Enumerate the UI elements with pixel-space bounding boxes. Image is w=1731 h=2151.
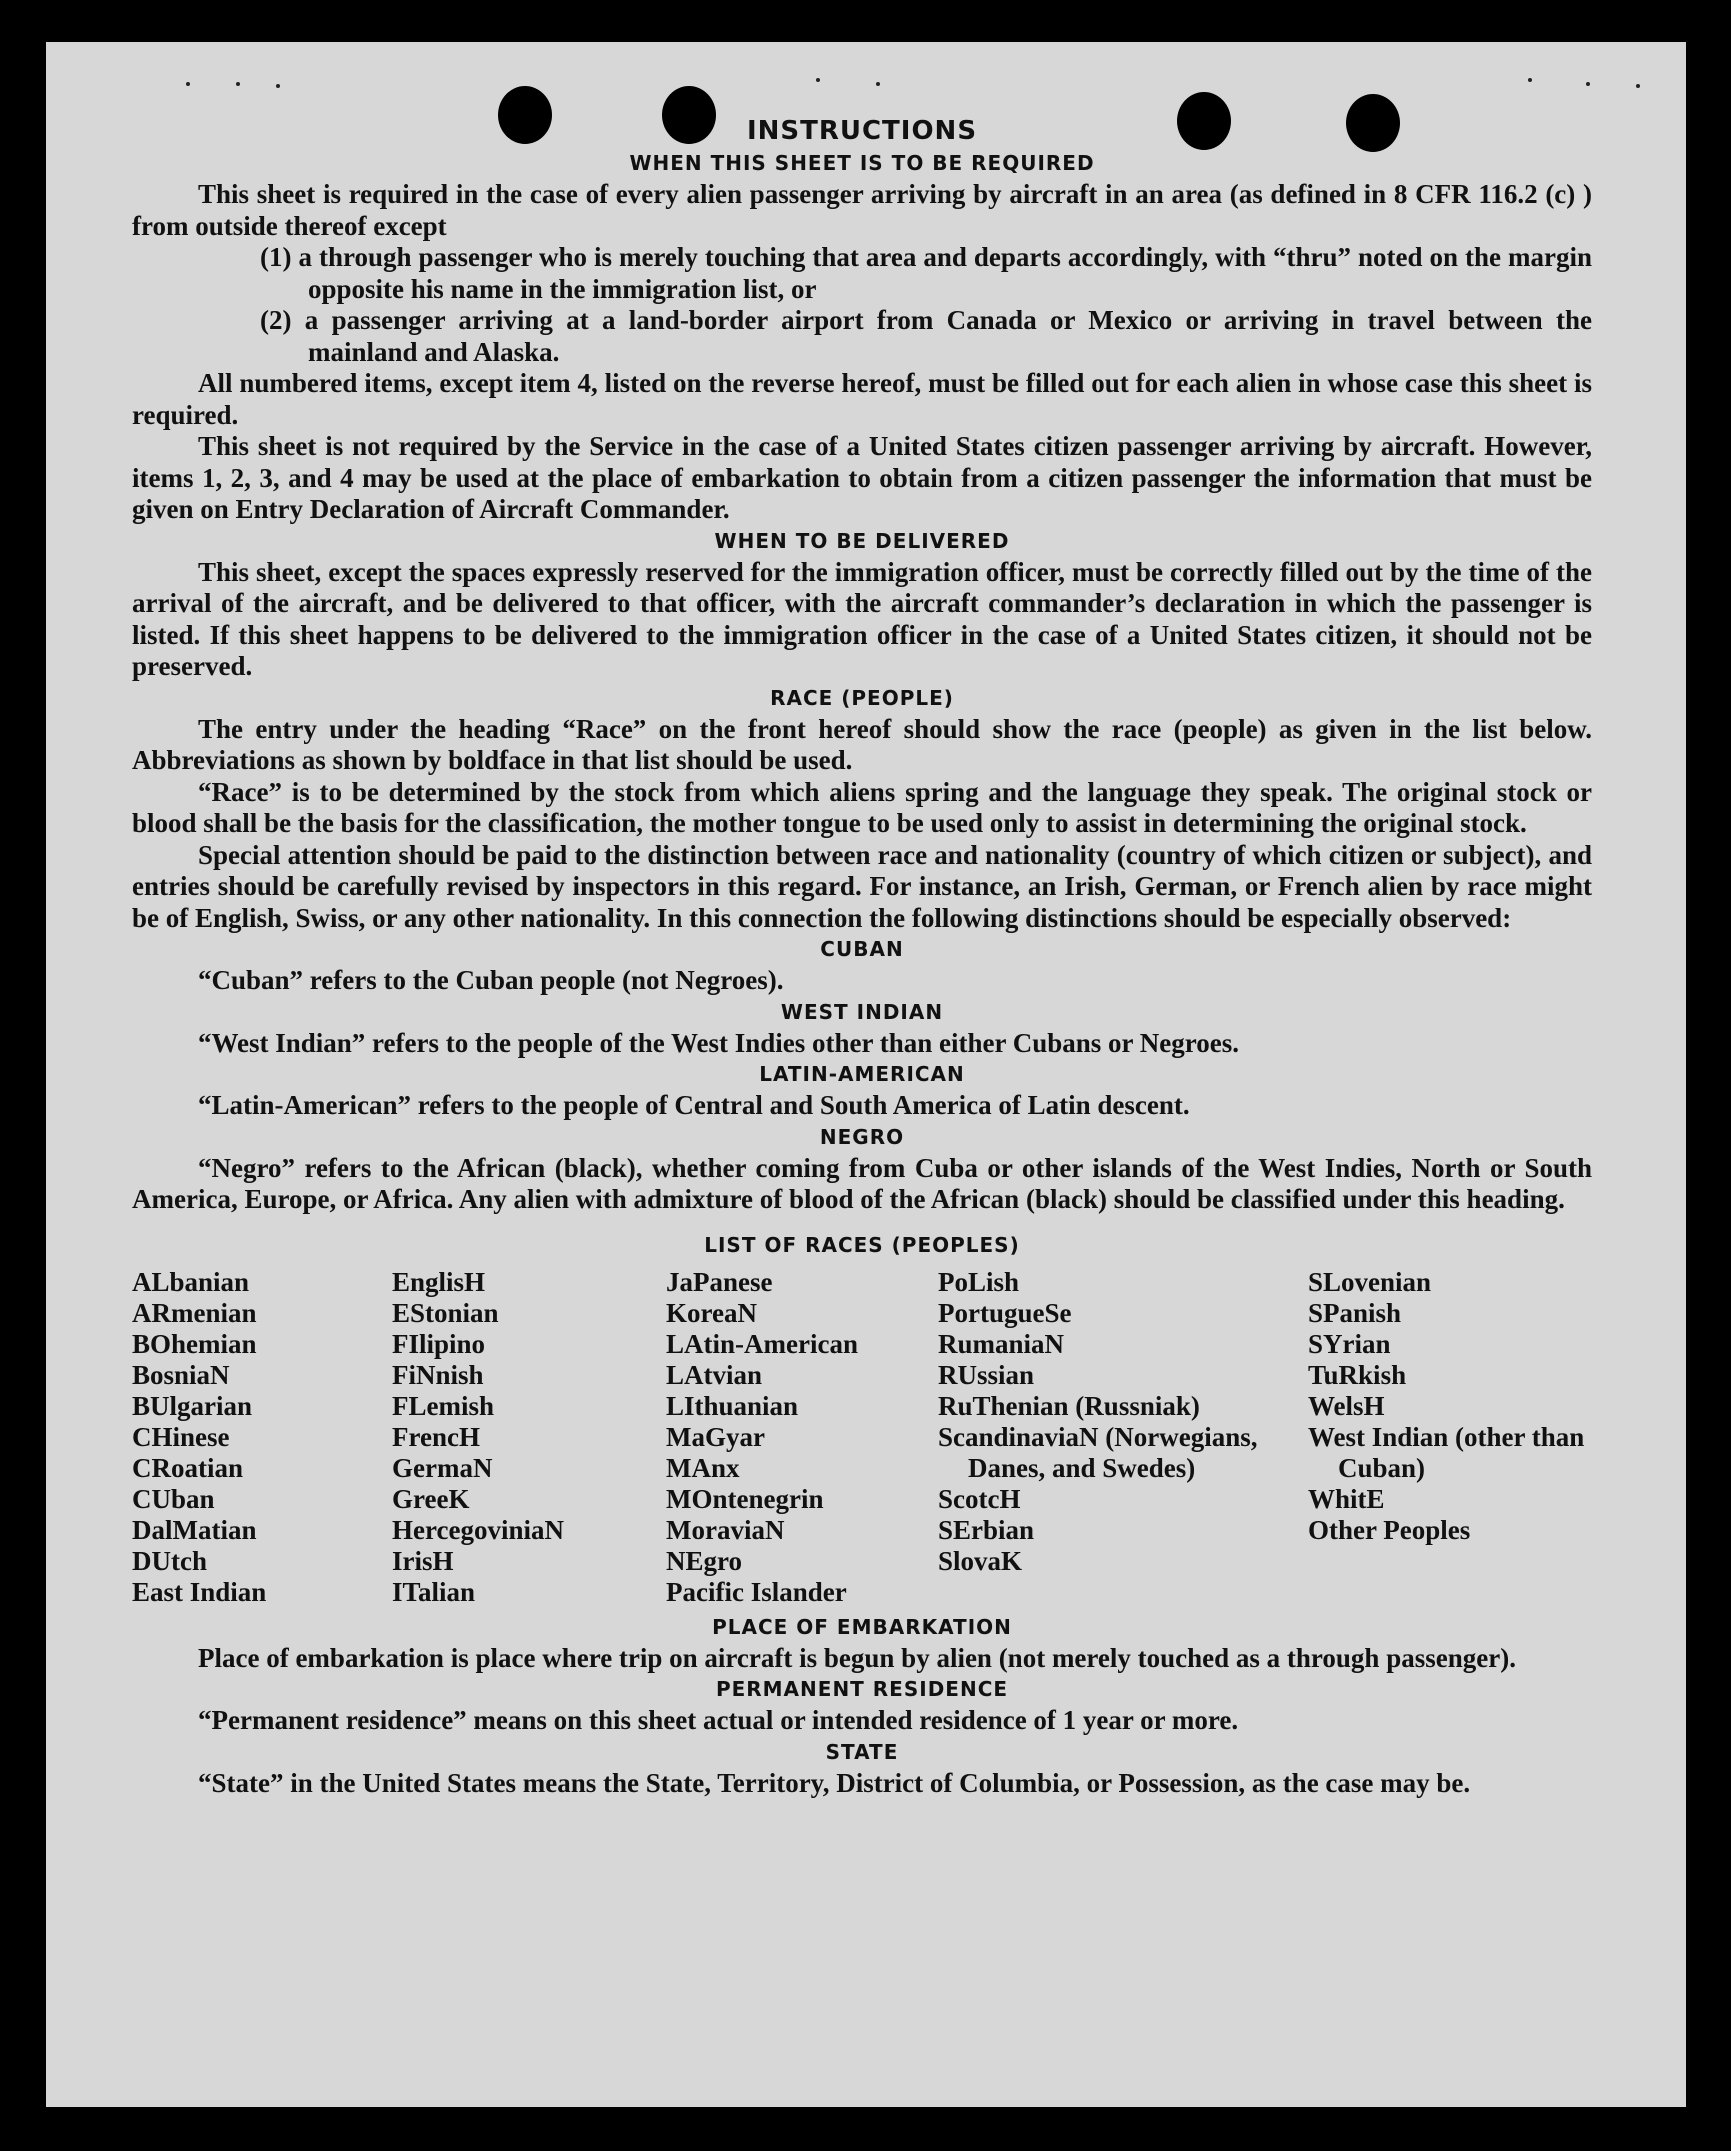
race-entry: FLemish — [392, 1390, 495, 1421]
section-heading-negro: NEGRO — [819, 1124, 905, 1149]
race-entry: ScandinaviaN (Norwegians, Danes, and Swedes) — [938, 1421, 1258, 1483]
race-column — [132, 1267, 392, 1608]
race-entry: BUlgarian — [132, 1390, 253, 1421]
race-entry: MaGyar — [666, 1421, 765, 1452]
race-entry: EStonian — [392, 1297, 499, 1328]
paragraph: This sheet, except the spaces expressly reserved for the immigration officer, must be correctly filled out by the time of the arrival of the aircraft, and be delivered to that officer, with the aircraft commander’s declaration in which the passenger is listed. If this sheet happens to be delivered to the immigration officer in the case of a United States citizen, it should not be preserved. — [132, 556, 1592, 681]
race-entry: BosniaN — [132, 1359, 230, 1390]
race-entry: SPanish — [1308, 1297, 1402, 1328]
section-heading-race: RACE (PEOPLE) — [770, 685, 954, 710]
speck — [1586, 82, 1590, 86]
race-entry: WhitE — [1308, 1483, 1385, 1514]
paragraph: “West Indian” refers to the people of the West Indies other than either Cubans or Negroes. — [198, 1027, 1240, 1058]
section-heading-latin-american: LATIN-AMERICAN — [759, 1062, 965, 1086]
race-entry: PortugueSe — [938, 1297, 1072, 1328]
section-heading-embarkation: PLACE OF EMBARKATION — [712, 1614, 1012, 1639]
race-entry: MOntenegrin — [666, 1483, 824, 1514]
race-entry: CUban — [132, 1483, 215, 1514]
race-entry: SLovenian — [1308, 1266, 1432, 1297]
race-entry: RUssian — [938, 1359, 1035, 1390]
race-entry: FrencH — [392, 1421, 480, 1452]
speck — [1528, 78, 1532, 82]
paragraph: “Latin-American” refers to the people of Central and South America of Latin descent. — [198, 1090, 1190, 1120]
race-entry: RuThenian (Russniak) — [938, 1390, 1200, 1421]
race-entry: SYrian — [1308, 1328, 1391, 1359]
race-entry: Other Peoples — [1308, 1514, 1471, 1545]
race-entry: MAnx — [666, 1452, 740, 1483]
race-entry: DalMatian — [132, 1514, 257, 1545]
race-entry: PoLish — [938, 1266, 1020, 1297]
race-entry: SlovaK — [938, 1545, 1023, 1576]
paragraph: “State” in the United States means the State, Territory, District of Columbia, or Possession, as the case may be. — [198, 1767, 1471, 1798]
section-heading-list-of-races: LIST OF RACES (PEOPLES) — [704, 1232, 1020, 1257]
race-entry: CHinese — [132, 1421, 230, 1452]
list-item: (1) a through passenger who is merely touching that area and departs accordingly, with “thru” noted on the margin opposite his name in the immigration list, or — [260, 242, 1592, 304]
race-column — [938, 1267, 1308, 1608]
paragraph: This sheet is not required by the Service in the case of a United States citizen passenger arriving by aircraft. However, items 1, 2, 3, and 4 may be used at the place of embarkation to obtain from a citizen passenger the information that must be given on Entry Declaration of Aircraft Commander. — [132, 431, 1592, 524]
race-entry: LAtvian — [666, 1359, 763, 1390]
paragraph: The entry under the heading “Race” on the front hereof should show the race (people) as given in the list below. Abbreviations as shown by boldface in that list should be used. — [132, 713, 1592, 775]
race-column — [392, 1267, 666, 1608]
race-entry: West Indian (other than Cuban) — [1308, 1421, 1585, 1483]
race-entry: JaPanese — [666, 1266, 773, 1297]
race-entry: IrisH — [392, 1545, 454, 1576]
race-entry: BOhemian — [132, 1328, 257, 1359]
list-item: (2) a passenger arriving at a land-border airport from Canada or Mexico or arriving in travel between the mainland and Alaska. — [260, 305, 1592, 367]
race-entry: GermaN — [392, 1452, 493, 1483]
race-entry: TuRkish — [1308, 1359, 1407, 1390]
paragraph: This sheet is required in the case of every alien passenger arriving by aircraft in an area (as defined in 8 CFR 116.2 (c) ) from outside thereof except — [132, 179, 1592, 241]
speck — [816, 78, 820, 82]
speck — [236, 82, 240, 86]
race-entry: EnglisH — [392, 1266, 486, 1297]
paragraph: “Permanent residence” means on this sheet actual or intended residence of 1 year or more. — [198, 1705, 1239, 1735]
document-page — [46, 42, 1686, 2107]
race-entry: KoreaN — [666, 1297, 757, 1328]
instructions-content — [132, 114, 1592, 1799]
race-entry: MoraviaN — [666, 1514, 785, 1545]
page-title: INSTRUCTIONS — [746, 116, 978, 146]
paragraph: Special attention should be paid to the distinction between race and nationality (country of which citizen or subject), and entries should be carefully revised by inspectors in this regard. For instance, an Irish, German, or French alien by race might be of English, Swiss, or any other nationality. In this connection the following distinctions should be especially observed: — [132, 839, 1592, 933]
speck — [876, 82, 880, 86]
race-column — [1308, 1267, 1592, 1608]
race-entry: ALbanian — [132, 1266, 250, 1297]
section-heading-west-indian: WEST INDIAN — [780, 999, 944, 1024]
race-list — [132, 1267, 1592, 1608]
paragraph: Place of embarkation is place where trip on aircraft is begun by alien (not merely touched as a through passenger). — [198, 1642, 1516, 1673]
speck — [276, 84, 280, 88]
race-entry: LIthuanian — [666, 1390, 799, 1421]
race-entry: ARmenian — [132, 1297, 257, 1328]
paragraph: All numbered items, except item 4, listed on the reverse hereof, must be filled out for each alien in whose case this sheet is required. — [132, 368, 1592, 430]
paragraph: “Negro” refers to the African (black), whether coming from Cuba or other islands of the West Indies, North or South America, Europe, or Africa. Any alien with admixture of blood of the African (black) should be classified under this heading. — [132, 1152, 1592, 1214]
race-entry: DUtch — [132, 1545, 207, 1576]
speck — [186, 82, 190, 86]
race-column — [666, 1267, 938, 1608]
race-entry: FIlipino — [392, 1328, 486, 1359]
race-entry: LAtin-American — [666, 1328, 858, 1359]
race-entry: CRoatian — [132, 1452, 244, 1483]
race-entry: WelsH — [1308, 1390, 1385, 1421]
section-heading-when-delivered: WHEN TO BE DELIVERED — [714, 528, 1010, 553]
race-entry: HercegoviniaN — [392, 1514, 564, 1545]
section-heading-when-required: WHEN THIS SHEET IS TO BE REQUIRED — [629, 151, 1095, 175]
race-entry: FiNnish — [392, 1359, 484, 1390]
race-entry: ITalian — [392, 1576, 476, 1607]
section-heading-permanent-residence: PERMANENT RESIDENCE — [715, 1677, 1009, 1701]
paragraph: “Cuban” refers to the Cuban people (not Negroes). — [198, 965, 784, 995]
section-heading-state: STATE — [825, 1739, 899, 1764]
race-entry: SErbian — [938, 1514, 1035, 1545]
section-heading-cuban: CUBAN — [820, 937, 904, 961]
race-entry: Pacific Islander — [666, 1576, 847, 1607]
race-entry: RumaniaN — [938, 1328, 1065, 1359]
race-entry: GreeK — [392, 1483, 470, 1514]
race-entry: East Indian — [132, 1576, 267, 1607]
speck — [1636, 84, 1640, 88]
paragraph: “Race” is to be determined by the stock from which aliens spring and the language they speak. The original stock or blood shall be the basis for the classification, the mother tongue to be used only to assist in determining the original stock. — [132, 776, 1592, 838]
race-entry: ScotcH — [938, 1483, 1021, 1514]
race-entry: NEgro — [666, 1545, 743, 1576]
